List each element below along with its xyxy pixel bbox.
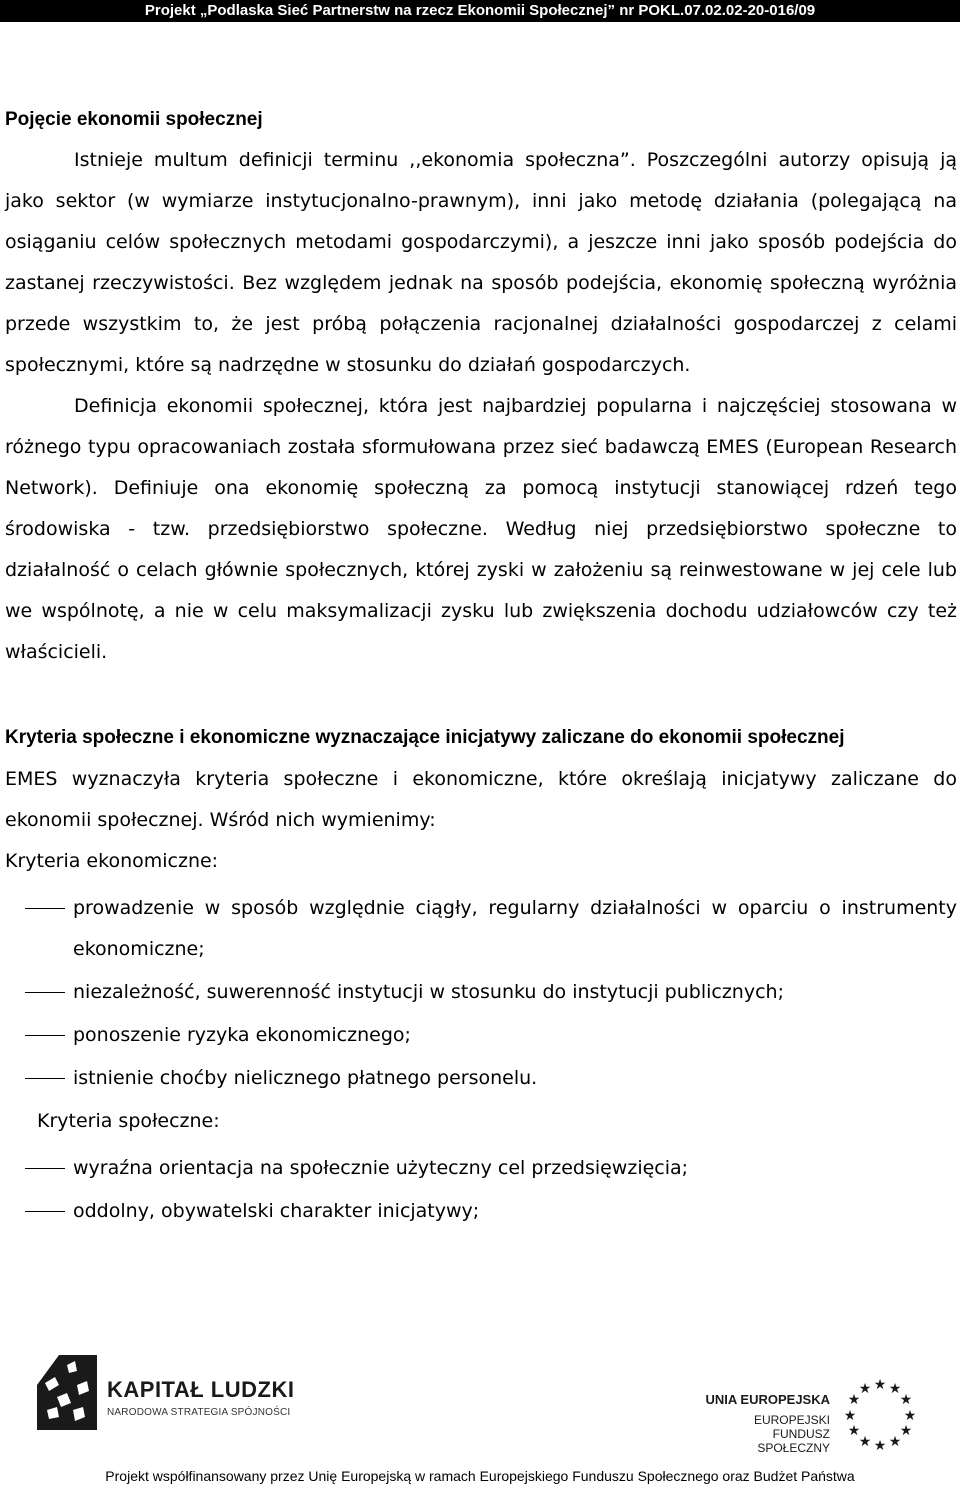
footer-logos [0,1355,960,1455]
header-text: Projekt „Podlaska Sieć Partnerstw na rzecz Ekonomii Społecznej” nr POKL.07.02.02-20-016/09 [144,2,816,19]
section-criteria [5,723,957,1232]
eu-line-1: UNIA EUROPEJSKA [705,1392,830,1407]
dash-bullet [25,1078,65,1079]
dash-bullet [25,992,65,993]
svg-text:★: ★ [888,1434,902,1450]
list-item [5,888,957,970]
list-item [5,972,957,1013]
list-item [5,1058,957,1099]
list-item-text: ponoszenie ryzyka ekonomicznego; [73,1024,411,1046]
paragraph: EMES wyznaczyła kryteria społeczne i ekonomiczne, które określają inicjatywy zaliczane do ekonomii społecznej. Wśród nich wymienimy: [5,768,957,831]
logo-subtitle: NARODOWA STRATEGIA SPÓJNOŚCI [107,1407,291,1418]
logo-title: KAPITAŁ LUDZKI [107,1377,295,1402]
svg-text:★: ★ [873,1377,887,1393]
economic-criteria-label: Kryteria ekonomiczne: [5,850,219,872]
dash-bullet [25,908,65,909]
list-item [5,1148,957,1189]
list-item-text: istnienie choćby nielicznego płatnego personelu. [73,1067,538,1089]
section-title: Pojęcie ekonomii społecznej [5,109,263,130]
social-criteria-label: Kryteria społeczne: [37,1110,220,1132]
paragraph: Definicja ekonomii społecznej, która jest najbardziej popularna i najczęściej stosowana w różnego typu opracowaniach została sformułowana przez sieć badawczą EMES (European Research Network). Definiuje ona ekonomię społeczną za pomocą instytucji stanowiącej rdzeń tego środowiska - tzw. przedsiębiorstwo społeczne. Według niej przedsiębiorstwo społeczne to działalność o celach głównie społecznych, której zyski w założeniu są reinwestowane w jej cele lub we wspólnotę, a nie w celu maksymalizacji zysku lub zwiększenia dochodu udziałowców czy też właścicieli. [5,395,957,663]
svg-text:★: ★ [903,1408,917,1424]
list-item [5,1191,957,1232]
svg-text:★: ★ [888,1381,902,1397]
list-item [5,1015,957,1056]
kapital-ludzki-logo-icon [37,1355,97,1434]
section-title: Kryteria społeczne i ekonomiczne wyznaczające inicjatywy zaliczane do ekonomii społecznej [5,727,845,748]
footer-text: Projekt współfinansowany przez Unię Europejską w ramach Europejskiego Funduszu Społecznego oraz Budżet Państwa [105,1468,855,1484]
page-header [0,0,960,22]
list-item-text: oddolny, obywatelski charakter inicjatywy; [73,1200,480,1222]
eu-line-3: FUNDUSZ SPOŁECZNY [757,1427,830,1455]
economic-criteria-list [5,888,957,1099]
eu-stars-icon [840,1377,920,1461]
svg-text:★: ★ [899,1392,913,1408]
eu-logo-text [700,1393,830,1455]
list-item-text: prowadzenie w sposób względnie ciągły, regularny działalności w oparciu o instrumenty ekonomiczne; [73,897,957,960]
svg-text:★: ★ [858,1434,872,1450]
dash-bullet [25,1168,65,1169]
section-definition [5,106,957,673]
svg-text:★: ★ [858,1381,872,1397]
paragraph: Istnieje multum definicji terminu ,,ekonomia społeczna”. Poszczególni autorzy opisują ją jako sektor (w wymiarze instytucjonalno-prawnym), inni jako metodę działania (polegającą na osiąganiu celów społecznych metodami gospodarczymi), a jeszcze inni jako sposób podejścia do zastanej rzeczywistości. Bez względem jednak na sposób podejścia, ekonomię społeczną wyróżnia przede wszystkim to, że jest próbą połączenia racjonalnej działalności gospodarczej z celami społecznymi, które są nadrzędne w stosunku do działań gospodarczych. [5,149,957,376]
svg-text:★: ★ [847,1423,861,1439]
dash-bullet [25,1035,65,1036]
svg-text:★: ★ [847,1392,861,1408]
svg-text:★: ★ [899,1423,913,1439]
eu-line-2: EUROPEJSKI [753,1413,830,1427]
kapital-ludzki-text [107,1377,294,1418]
social-criteria-list [5,1148,957,1232]
document-content [5,106,957,1234]
svg-text:★: ★ [873,1438,887,1454]
dash-bullet [25,1211,65,1212]
list-item-text: wyraźna orientacja na społecznie użyteczny cel przedsięwzięcia; [73,1157,689,1179]
svg-text:★: ★ [843,1408,857,1424]
list-item-text: niezależność, suwerenność instytucji w stosunku do instytucji publicznych; [73,981,784,1003]
